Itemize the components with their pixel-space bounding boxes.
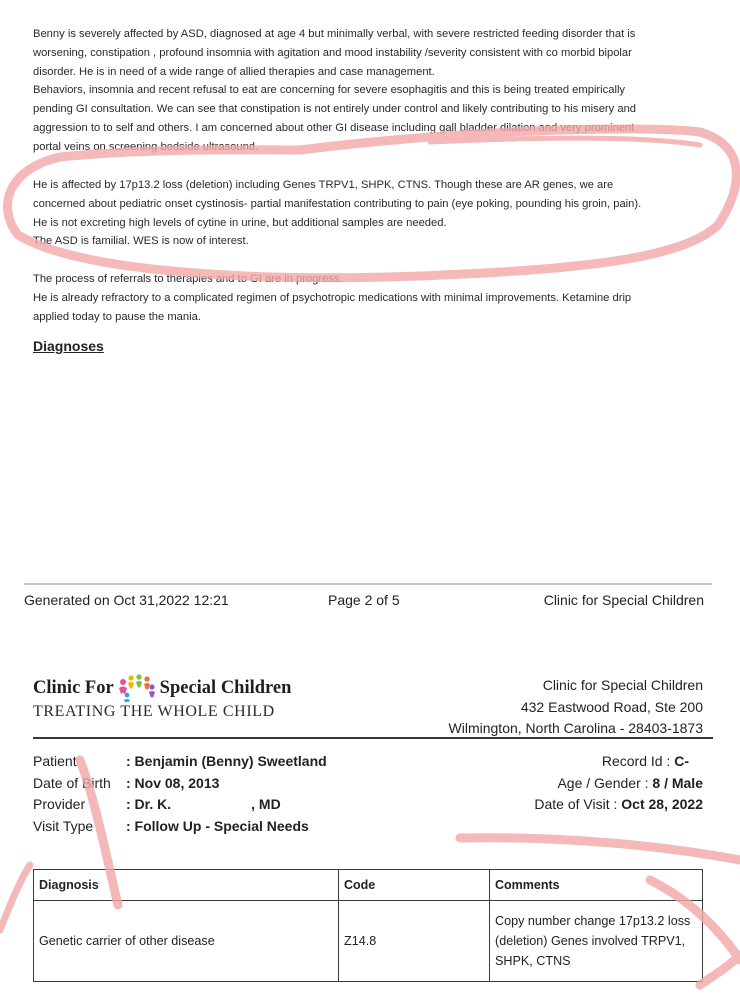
footer-divider: [24, 583, 712, 585]
table-header-row: [34, 870, 703, 901]
children-figures-icon: [117, 674, 157, 702]
code-cell: Z14.8: [339, 901, 490, 982]
provider-label: Provider: [33, 796, 86, 812]
generated-timestamp: Generated on Oct 31,2022 12:21: [24, 592, 229, 608]
date-of-visit-label: Date of Visit :: [534, 796, 622, 812]
text-line: aggression to to self and others. I am concerned about other GI disease including gall bladder dilation and very prominent: [33, 121, 635, 134]
comments-column-header: Comments: [490, 870, 703, 901]
visit-type-label: Visit Type: [33, 817, 94, 834]
address-city: Wilmington, North Carolina - 28403-1873: [448, 720, 703, 736]
record-id-label: Record Id :: [601, 753, 675, 769]
age-gender-label: Age / Gender :: [557, 774, 653, 791]
clinic-logo: [33, 674, 291, 721]
narrative-paragraph-1: [33, 25, 713, 157]
text-line: The process of referrals to therapies and to GI are in progress.: [33, 273, 343, 285]
visit-type: : Follow Up - Special Needs: [126, 817, 309, 834]
text-line: concerned about pediatric onset cystinosis- partial manifestation contributing to pain (eye poking, pounding his groin, pain).: [33, 197, 642, 210]
narrative-paragraph-3: [33, 270, 713, 326]
text-line: Behaviors, insomnia and recent refusal to eat are concerning for severe esophagitis and this is being treated empirically: [33, 84, 626, 97]
diagnosis-cell: Genetic carrier of other disease: [34, 901, 339, 982]
comments-cell: Copy number change 17p13.2 loss (deletion) Genes involved TRPV1, SHPK, CTNS: [490, 901, 703, 982]
patient-label: Patient: [33, 753, 77, 769]
address-street: 432 Eastwood Road, Ste 200: [520, 698, 703, 715]
logo-name-part2: Special Children: [159, 677, 292, 698]
visit-info: [534, 751, 703, 816]
diagnosis-table: [33, 869, 703, 982]
patient-name: : Benjamin (Benny) Sweetland: [126, 753, 327, 769]
highlight-stroke: [0, 865, 30, 930]
provider-suffix: , MD: [251, 796, 281, 812]
record-id: [534, 751, 703, 773]
text-line: He is already refractory to a complicated regimen of psychotropic medications with minimal improvements. Ketamine drip: [33, 291, 632, 304]
text-line: disorder. He is in need of a wide range of allied therapies and case management.: [33, 65, 435, 78]
logo-name-part1: Clinic For: [33, 677, 114, 698]
date-of-birth: : Nov 08, 2013: [126, 774, 220, 791]
text-line: pending GI consultation. We can see that constipation is not entirely under control and likely contributing to his misery and: [33, 103, 637, 116]
logo-tagline: TREATING THE WHOLE CHILD: [33, 703, 275, 720]
text-line: portal veins on screening bedside ultrasound.: [33, 140, 259, 153]
text-line: He is not excreting high levels of cytine in urine, but additional samples are needed.: [33, 216, 447, 229]
provider-prefix: : Dr. K.: [126, 796, 172, 812]
age-gender: [534, 773, 703, 795]
text-line: Benny is severely affected by ASD, diagnosed at age 4 but minimally verbal, with severe restricted feeding disorder that is: [33, 28, 636, 40]
age-gender-value: 8 / Male: [652, 774, 703, 791]
text-line: He is affected by 17p13.2 loss (deletion) including Genes TRPV1, SHPK, CTNS. Though these are AR genes, we are: [33, 179, 614, 191]
text-line: applied today to pause the mania.: [33, 310, 201, 323]
patient-info-labels: [33, 751, 111, 837]
text-line: worsening, constipation , profound insomnia with agitation and mood instability /severity consistent with co morbid bipolar: [33, 46, 632, 59]
highlight-stroke: [700, 955, 740, 985]
date-of-visit: [534, 794, 703, 816]
page-number: Page 2 of 5: [328, 592, 400, 608]
address-clinic-name: Clinic for Special Children: [542, 677, 703, 693]
footer-clinic-name: Clinic for Special Children: [543, 592, 704, 608]
diagnoses-heading: Diagnoses: [33, 338, 104, 354]
patient-info-values: [126, 751, 327, 837]
date-of-visit-value: Oct 28, 2022: [621, 796, 703, 812]
narrative-paragraph-2: [33, 176, 713, 251]
code-column-header: Code: [339, 870, 490, 901]
text-line: The ASD is familial. WES is now of interest.: [33, 235, 249, 248]
table-row: [34, 901, 703, 982]
provider-name: [126, 794, 327, 816]
record-id-value: C-: [674, 753, 689, 769]
clinic-address: [449, 675, 703, 740]
highlight-stroke: [460, 838, 740, 860]
dob-label: Date of Birth: [33, 774, 111, 791]
header-divider: [33, 737, 713, 739]
diagnosis-column-header: Diagnosis: [34, 870, 339, 901]
